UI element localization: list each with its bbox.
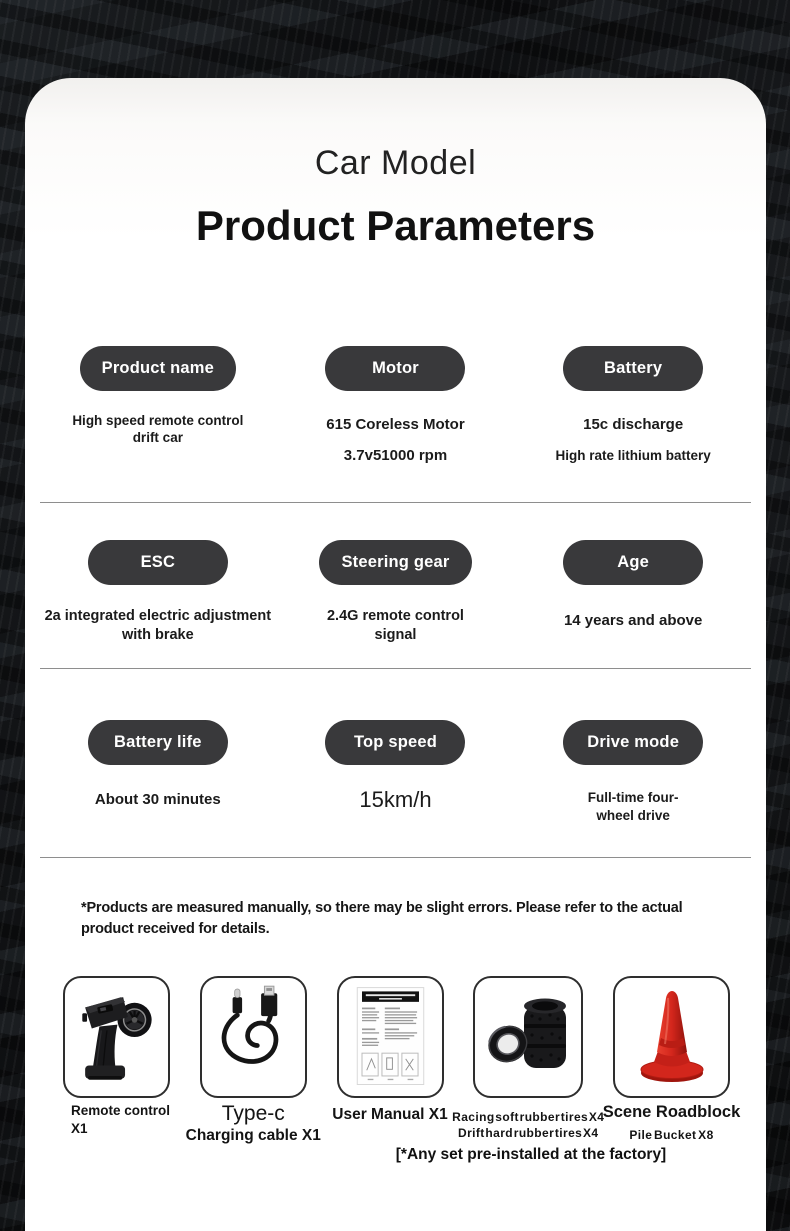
item-remote-control — [63, 976, 171, 1136]
type-c-cable-icon — [206, 982, 301, 1092]
param-cell-battery-life — [88, 720, 228, 824]
roadblock-cone-icon — [622, 982, 722, 1092]
roadblock-cone-image — [613, 976, 730, 1098]
disclaimer-text: *Products are measured manually, so there may be slight errors. Please refer to the actual product received for details. — [81, 900, 683, 937]
remote-control-image — [63, 976, 170, 1098]
param-cell-motor — [325, 346, 465, 464]
page-title: Product Parameters — [195, 202, 596, 249]
item-type-c-cable — [185, 976, 321, 1144]
param-pill-top-speed: Top speed — [325, 720, 465, 765]
item-label-roadblock-cone: Scene Roadblock Pile Bucket X8 — [602, 1103, 741, 1142]
param-value-drive-mode: Full-time four- wheel drive — [587, 790, 679, 823]
param-cell-esc — [45, 540, 271, 645]
divider — [40, 857, 751, 858]
param-cell-age — [563, 540, 703, 645]
param-value-steering-gear: 2.4G remote control signal — [326, 608, 464, 643]
param-row-2 — [25, 540, 766, 645]
param-pill-esc: ESC — [88, 540, 228, 585]
param-pill-steering-gear: Steering gear — [319, 540, 471, 585]
param-cell-steering-gear — [319, 540, 471, 645]
item-label-type-c-cable: Type-c Charging cable X1 — [185, 1102, 321, 1144]
param-value-esc: 2a integrated electric adjustment with brake — [44, 608, 272, 643]
type-c-cable-image — [200, 976, 307, 1098]
param-row-1 — [25, 346, 766, 464]
param-cell-battery — [556, 346, 711, 464]
divider — [40, 668, 751, 669]
param-value-age: 14 years and above — [563, 612, 703, 629]
item-roadblock-cone — [602, 976, 741, 1142]
card-subtitle: Car Model — [314, 144, 477, 182]
param-row-3 — [25, 720, 766, 824]
param-value-battery-life: About 30 minutes — [94, 791, 221, 808]
item-label-remote-control: Remote control X1 — [71, 1103, 171, 1136]
rubber-tires-image — [473, 976, 583, 1098]
param-value-top-speed: 15km/h — [359, 787, 432, 812]
param-value-battery: 15c discharge High rate lithium battery — [555, 416, 711, 463]
item-label-user-manual: User Manual X1 — [332, 1106, 448, 1123]
param-pill-age: Age — [563, 540, 703, 585]
param-value-motor: 615 Coreless Motor 3.7v51000 rpm — [326, 416, 465, 464]
rubber-tires-icon — [478, 982, 578, 1092]
param-cell-top-speed — [325, 720, 465, 824]
remote-control-icon — [69, 982, 164, 1092]
included-items-row — [25, 976, 766, 1144]
param-pill-drive-mode: Drive mode — [563, 720, 703, 765]
param-pill-product-name: Product name — [80, 346, 236, 391]
param-value-product-name: High speed remote control drift car — [72, 413, 244, 445]
param-pill-battery-life: Battery life — [88, 720, 228, 765]
user-manual-image — [337, 976, 444, 1098]
product-parameters-card — [25, 78, 766, 1231]
param-pill-motor: Motor — [325, 346, 465, 391]
param-pill-battery: Battery — [563, 346, 703, 391]
item-rubber-tires — [452, 976, 605, 1140]
param-cell-product-name — [72, 346, 243, 464]
divider — [40, 502, 751, 503]
param-cell-drive-mode — [563, 720, 703, 824]
user-manual-icon — [343, 982, 438, 1092]
footer-note: [*Any set pre-installed at the factory] — [395, 1146, 667, 1163]
item-label-rubber-tires: Racing soft rubber tires X4 Drift hard rubber tires X4 — [452, 1110, 605, 1140]
item-user-manual — [332, 976, 448, 1123]
